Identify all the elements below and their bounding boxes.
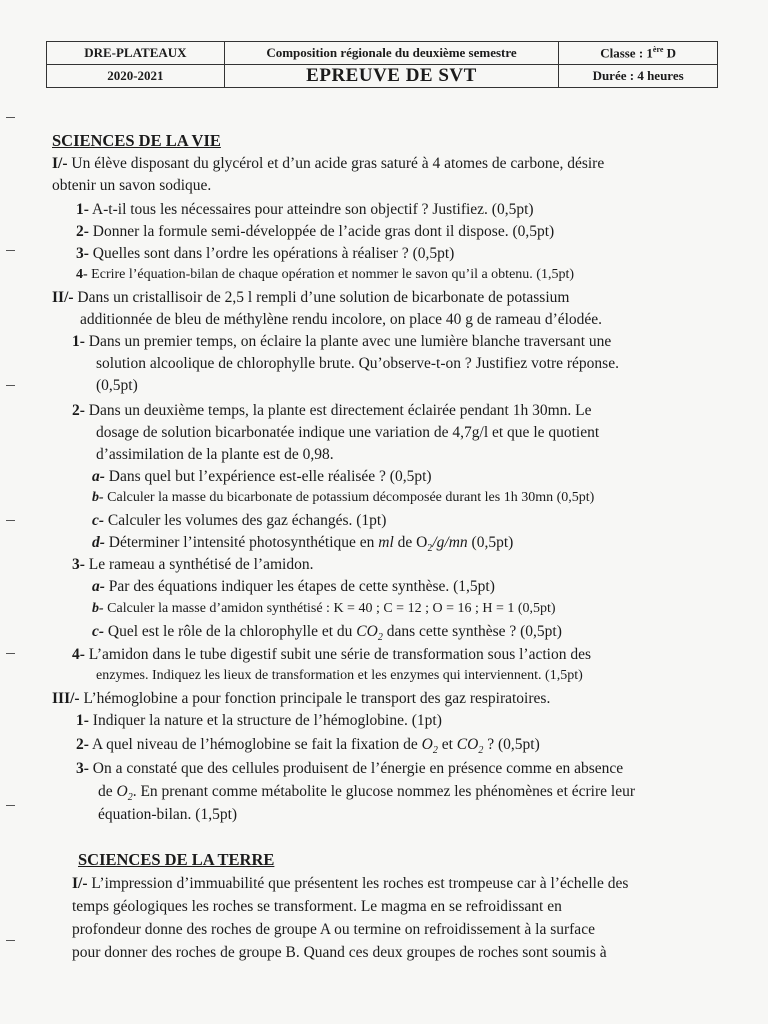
question-2-1: 1- Dans un premier temps, on éclaire la plante avec une lumière blanche traversant une xyxy=(72,333,612,350)
question-2-4: 4- L’amidon dans le tube digestif subit une série de transformation sous l’action des xyxy=(72,646,592,663)
question-2-4-cont: enzymes. Indiquez les lieux de transformation et les enzymes qui interviennent. (1,5pt) xyxy=(96,668,583,683)
question-2-2-a: a- Dans quel but l’expérience est-elle réalisée ? (0,5pt) xyxy=(92,468,432,485)
exercise-2-intro-cont: additionnée de bleu de méthylène rendu incolore, on place 40 g de rameau d’élodée. xyxy=(80,311,603,328)
terre-exercise-1-line4: pour donner des roches de groupe B. Quand ces deux groupes de roches sont soumis à xyxy=(72,944,607,961)
exercise-1-intro-cont: obtenir un savon sodique. xyxy=(52,177,212,194)
question-1-2: 2- Donner la formule semi-développée de l’acide gras dont il dispose. (0,5pt) xyxy=(76,223,555,240)
question-1-1: 1- A-t-il tous les nécessaires pour atteindre son objectif ? Justifiez. (0,5pt) xyxy=(76,201,534,218)
question-2-2-d: d- Déterminer l’intensité photosynthétique en ml de $O_2/g/mn$ (0,5pt) xyxy=(92,534,514,555)
terre-exercise-1-line3: profondeur donne des roches de groupe A ou termine on refroidissement à la surface xyxy=(72,921,595,938)
exercise-3-intro: III/- L’hémoglobine a pour fonction principale le transport des gaz respiratoires. xyxy=(52,690,551,707)
question-3-3-cont: de $O_2$. En prenant comme métabolite le glucose nommez les phénomènes et écrire leur xyxy=(98,783,635,804)
margin-mark xyxy=(6,805,15,806)
question-1-3: 3- Quelles sont dans l’ordre les opérations à réaliser ? (0,5pt) xyxy=(76,245,455,262)
question-1-4: 4- Ecrire l’équation-bilan de chaque opération et nommer le savon qu’il a obtenu. (1,5pt) xyxy=(76,267,575,282)
exercise-2-intro: II/- Dans un cristallisoir de 2,5 l rempli d’une solution de bicarbonate de potassium xyxy=(52,289,570,306)
classe: Classe : 1ère D xyxy=(559,42,718,65)
section-title-vie: SCIENCES DE LA VIE xyxy=(52,131,221,150)
terre-exercise-1-line2: temps géologiques les roches se transforment. Le magma en se refroidissant en xyxy=(72,898,562,915)
epreuve-title: EPREUVE DE SVT xyxy=(224,65,558,88)
question-2-2-b: b- Calculer la masse du bicarbonate de potassium décomposée durant les 1h 30mn (0,5pt) xyxy=(92,490,595,505)
margin-mark xyxy=(6,117,15,118)
question-2-3-c: c- Quel est le rôle de la chlorophylle et du $CO_2$ dans cette synthèse ? (0,5pt) xyxy=(92,623,562,644)
terre-exercise-1-line1: I/- L’impression d’immuabilité que présentent les roches est trompeuse car à l’échelle des xyxy=(72,875,629,892)
header-table xyxy=(46,41,718,88)
question-3-1: 1- Indiquer la nature et la structure de l’hémoglobine. (1pt) xyxy=(76,712,442,729)
margin-mark xyxy=(6,653,15,654)
margin-mark xyxy=(6,385,15,386)
duree: Durée : 4 heures xyxy=(559,65,718,88)
margin-mark xyxy=(6,250,15,251)
question-2-1-cont: solution alcoolique de chlorophylle brute. Qu’observe-t-on ? Justifiez votre réponse. xyxy=(96,355,619,372)
question-2-2-cont: dosage de solution bicarbonatée indique une variation de 4,7g/l et que le quotient xyxy=(96,424,600,441)
question-2-3-b: b- Calculer la masse d’amidon synthétisé : K = 40 ; C = 12 ; O = 16 ; H = 1 (0,5pt) xyxy=(92,601,556,616)
question-2-1-points: (0,5pt) xyxy=(96,377,138,394)
school-year: 2020-2021 xyxy=(47,65,225,88)
question-3-2: 2- A quel niveau de l’hémoglobine se fait la fixation de $O_2$ et $CO_2$ ? (0,5pt) xyxy=(76,736,540,757)
question-2-2-c: c- Calculer les volumes des gaz échangés. (1pt) xyxy=(92,512,387,529)
section-title-terre: SCIENCES DE LA TERRE xyxy=(78,850,275,869)
exercise-1-intro: I/- Un élève disposant du glycérol et d’un acide gras saturé à 4 atomes de carbone, désire xyxy=(52,155,605,172)
composition: Composition régionale du deuxième semestre xyxy=(224,42,558,65)
institution: DRE-PLATEAUX xyxy=(47,42,225,65)
question-2-3: 3- Le rameau a synthétisé de l’amidon. xyxy=(72,556,314,573)
question-3-3: 3- On a constaté que des cellules produisent de l’énergie en présence comme en absence xyxy=(76,760,624,777)
question-3-3-cont2: équation-bilan. (1,5pt) xyxy=(98,806,238,823)
question-2-3-a: a- Par des équations indiquer les étapes de cette synthèse. (1,5pt) xyxy=(92,578,495,595)
question-2-2: 2- Dans un deuxième temps, la plante est directement éclairée pendant 1h 30mn. Le xyxy=(72,402,592,419)
margin-mark xyxy=(6,940,15,941)
question-2-2-cont2: d’assimilation de la plante est de 0,98. xyxy=(96,446,334,463)
margin-mark xyxy=(6,520,15,521)
